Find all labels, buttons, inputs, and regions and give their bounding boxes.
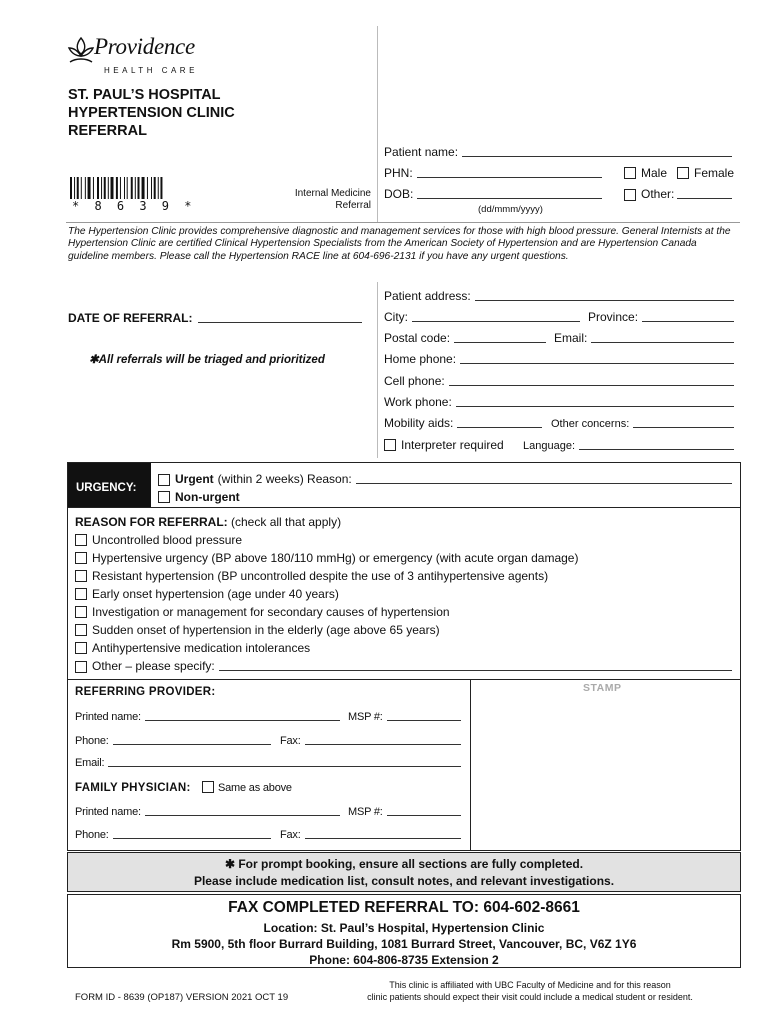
logo-wordmark: Providence: [94, 34, 195, 59]
interpreter-checkbox[interactable]: [384, 439, 396, 451]
urgency-label-block: [68, 463, 151, 507]
header-rule: [66, 222, 740, 223]
ref-printed-name-label: Printed name:: [75, 711, 141, 723]
fam-printed-name-row: [75, 804, 340, 818]
ref-email-field[interactable]: [108, 755, 461, 767]
fam-printed-name-label: Printed name:: [75, 806, 141, 818]
reason-checkbox[interactable]: [75, 570, 87, 582]
reason-item-label: Other – please specify:: [92, 659, 215, 673]
notice-line-1: ✱ For prompt booking, ensure all sections are fully completed.: [224, 857, 584, 871]
reason-item-label: Antihypertensive medication intolerances: [92, 641, 311, 655]
date-of-referral-label: DATE OF REFERRAL:: [68, 311, 193, 325]
dept-line-2: Referral: [335, 200, 371, 211]
reason-checkbox[interactable]: [75, 642, 87, 654]
reason-item[interactable]: [75, 569, 548, 583]
other-concerns-label: Other concerns:: [551, 418, 630, 430]
mobility-field[interactable]: [457, 416, 542, 428]
city-field[interactable]: [412, 310, 580, 322]
reason-heading: [75, 515, 341, 529]
female-option[interactable]: [677, 166, 734, 180]
non-urgent-checkbox[interactable]: [158, 491, 170, 503]
postal-row: [384, 331, 546, 345]
fax-phone: Phone: 604-806-8735 Extension 2: [309, 953, 499, 967]
fam-printed-name-field[interactable]: [145, 804, 340, 816]
other-gender-field[interactable]: [677, 187, 732, 199]
address-label: Patient address:: [384, 289, 471, 303]
postal-field[interactable]: [454, 331, 546, 343]
logo-subtext: HEALTH CARE: [104, 66, 198, 75]
urgent-label: Urgent: [175, 472, 214, 486]
stamp-label: STAMP: [583, 682, 622, 694]
phn-field[interactable]: [417, 166, 602, 178]
ref-msp-row: [348, 709, 461, 723]
intro-paragraph: The Hypertension Clinic provides comprehensive diagnostic and management services for those with high blood pressure. General Internists at the Hypertension Clinic are certified Clinical Hypertension Specialists from the American Society of Hypertension and are Hypertension Canada guideline members. Please call the Hypertension RACE line at 604-696-2131 if you have any urgent questions.: [68, 226, 731, 262]
ref-printed-name-row: [75, 709, 340, 723]
reason-heading-note: (check all that apply): [231, 515, 342, 529]
form-title: [68, 86, 235, 140]
language-row: [523, 438, 734, 452]
reason-item-label: Uncontrolled blood pressure: [92, 533, 243, 547]
ref-phone-label: Phone:: [75, 735, 109, 747]
title-line-2: HYPERTENSION CLINIC: [68, 105, 235, 121]
email-label: Email:: [554, 331, 588, 345]
phn-row: [384, 166, 602, 180]
interpreter-label: Interpreter required: [401, 438, 504, 452]
barcode-number: * 8 6 3 9 *: [72, 199, 196, 213]
postal-label: Postal code:: [384, 331, 451, 345]
urgent-suffix: (within 2 weeks) Reason:: [217, 472, 352, 486]
ubc-line-2: clinic patients should expect their visit could include a medical student or resident.: [367, 991, 693, 1002]
ubc-notice: [330, 980, 730, 1003]
title-line-3: REFERRAL: [68, 123, 147, 139]
male-checkbox[interactable]: [624, 167, 636, 179]
email-row: [554, 331, 734, 345]
fam-phone-field[interactable]: [113, 827, 271, 839]
address-field[interactable]: [475, 289, 734, 301]
dept-label: [270, 188, 371, 212]
triage-note: ✱All referrals will be triaged and prioritized: [89, 354, 325, 366]
reason-item[interactable]: [75, 605, 450, 619]
reason-item-label: Investigation or management for secondary causes of hypertension: [92, 605, 450, 619]
other-gender-label: Other:: [641, 187, 675, 201]
stamp-divider: [470, 679, 471, 850]
reason-checkbox[interactable]: [75, 588, 87, 600]
reason-checkbox[interactable]: [75, 552, 87, 564]
notice-line-2: Please include medication list, consult notes, and relevant investigations.: [193, 874, 615, 888]
home-phone-field[interactable]: [460, 352, 734, 364]
ref-msp-field[interactable]: [387, 709, 461, 721]
reason-checkbox[interactable]: [75, 534, 87, 546]
title-line-1: ST. PAUL’S HOSPITAL: [68, 87, 221, 103]
ref-phone-field[interactable]: [113, 733, 271, 745]
fax-title: FAX COMPLETED REFERRAL TO: 604-602-8661: [228, 899, 580, 916]
other-gender-checkbox[interactable]: [624, 189, 636, 201]
other-gender-option[interactable]: [624, 187, 732, 201]
reason-item[interactable]: [75, 551, 578, 565]
dob-field[interactable]: [417, 187, 602, 199]
cell-phone-label: Cell phone:: [384, 374, 445, 388]
fax-location: Location: St. Paul’s Hospital, Hypertension Clinic: [263, 921, 545, 935]
urgent-option[interactable]: [158, 472, 732, 486]
date-of-referral-field[interactable]: [198, 311, 362, 323]
reason-item-label: Hypertensive urgency (BP above 180/110 mmHg) or emergency (with acute organ damage): [92, 551, 579, 565]
fax-address: Rm 5900, 5th floor Burrard Building, 1081 Burrard Street, Vancouver, BC, V6Z 1Y6: [171, 937, 637, 951]
reason-checkbox[interactable]: [75, 606, 87, 618]
reason-item-other[interactable]: [75, 659, 732, 673]
urgency-divider: [68, 507, 740, 508]
ref-email-label: Email:: [75, 757, 105, 769]
work-phone-label: Work phone:: [384, 395, 452, 409]
language-field[interactable]: [579, 438, 734, 450]
ref-fax-row: [280, 733, 461, 747]
reason-heading-label: REASON FOR REFERRAL:: [75, 515, 228, 529]
province-row: [588, 310, 734, 324]
work-phone-field[interactable]: [456, 395, 734, 407]
ref-email-row: [75, 755, 461, 769]
patient-name-field[interactable]: [462, 145, 732, 157]
phn-label: PHN:: [384, 166, 413, 180]
date-of-referral-row: [68, 311, 362, 325]
barcode: [70, 177, 200, 199]
non-urgent-option[interactable]: [158, 490, 240, 504]
same-as-above-label: Same as above: [218, 782, 292, 794]
cell-phone-row: [384, 374, 734, 388]
dept-line-1: Internal Medicine: [294, 188, 371, 199]
fam-msp-label: MSP #:: [348, 806, 383, 818]
ref-phone-row: [75, 733, 271, 747]
reason-item[interactable]: [75, 623, 440, 637]
non-urgent-label: Non-urgent: [175, 490, 240, 504]
patient-name-row: [384, 145, 732, 159]
reason-item-label: Sudden onset of hypertension in the elderly (age above 65 years): [92, 623, 440, 637]
male-option[interactable]: [624, 166, 667, 180]
providence-logo: [66, 30, 206, 78]
city-row: [384, 310, 580, 324]
address-row: [384, 289, 734, 303]
reason-checkbox[interactable]: [75, 624, 87, 636]
fam-fax-label: Fax:: [280, 829, 301, 841]
form-id: FORM ID - 8639 (OP187) VERSION 2021 OCT 19: [75, 992, 289, 1003]
urgent-checkbox[interactable]: [158, 474, 170, 486]
fax-box: [67, 894, 741, 968]
mobility-label: Mobility aids:: [384, 416, 454, 430]
work-phone-row: [384, 395, 734, 409]
ref-fax-label: Fax:: [280, 735, 301, 747]
dob-format: (dd/mmm/yyyy): [478, 204, 543, 215]
province-field[interactable]: [642, 310, 734, 322]
reason-item-label: Resistant hypertension (BP uncontrolled despite the use of 3 antihypertensive agents): [92, 569, 549, 583]
ref-msp-label: MSP #:: [348, 711, 383, 723]
header-divider: [377, 26, 378, 222]
referring-heading: REFERRING PROVIDER:: [75, 686, 216, 698]
email-field[interactable]: [591, 331, 734, 343]
female-checkbox[interactable]: [677, 167, 689, 179]
fam-fax-field[interactable]: [305, 827, 461, 839]
ref-printed-name-field[interactable]: [145, 709, 340, 721]
ubc-line-1: This clinic is affiliated with UBC Faculty of Medicine and for this reason: [389, 980, 671, 990]
language-label: Language:: [523, 440, 575, 452]
province-label: Province:: [588, 310, 639, 324]
patient-name-label: Patient name:: [384, 145, 459, 159]
other-concerns-field[interactable]: [633, 416, 734, 428]
reason-item[interactable]: [75, 641, 310, 655]
interpreter-option[interactable]: [384, 438, 504, 452]
home-phone-row: [384, 352, 734, 366]
female-label: Female: [694, 166, 735, 180]
ref-fax-field[interactable]: [305, 733, 461, 745]
other-concerns-row: [551, 416, 734, 430]
leaf-icon: [66, 36, 96, 66]
fam-msp-field[interactable]: [387, 804, 461, 816]
mobility-row: [384, 416, 542, 430]
mid-divider: [377, 282, 378, 458]
cell-phone-field[interactable]: [449, 374, 734, 386]
barcode-bars: [70, 177, 200, 199]
fam-phone-label: Phone:: [75, 829, 109, 841]
fam-fax-row: [280, 827, 461, 841]
urgent-reason-field[interactable]: [356, 472, 732, 484]
notice-box: [67, 852, 741, 892]
family-heading-row: [75, 780, 292, 794]
same-as-above-checkbox[interactable]: [202, 781, 214, 793]
city-label: City:: [384, 310, 408, 324]
provider-divider: [68, 679, 740, 680]
home-phone-label: Home phone:: [384, 352, 457, 366]
reason-other-field[interactable]: [219, 659, 732, 671]
reason-item-label: Early onset hypertension (age under 40 years): [92, 587, 339, 601]
fam-msp-row: [348, 804, 461, 818]
family-heading: FAMILY PHYSICIAN:: [75, 782, 191, 794]
reason-item[interactable]: [75, 587, 339, 601]
urgency-label: URGENCY:: [76, 482, 137, 494]
fam-phone-row: [75, 827, 271, 841]
reason-checkbox[interactable]: [75, 661, 87, 673]
dob-row: [384, 187, 602, 201]
male-label: Male: [641, 166, 668, 180]
dob-label: DOB:: [384, 187, 414, 201]
reason-item[interactable]: [75, 533, 242, 547]
